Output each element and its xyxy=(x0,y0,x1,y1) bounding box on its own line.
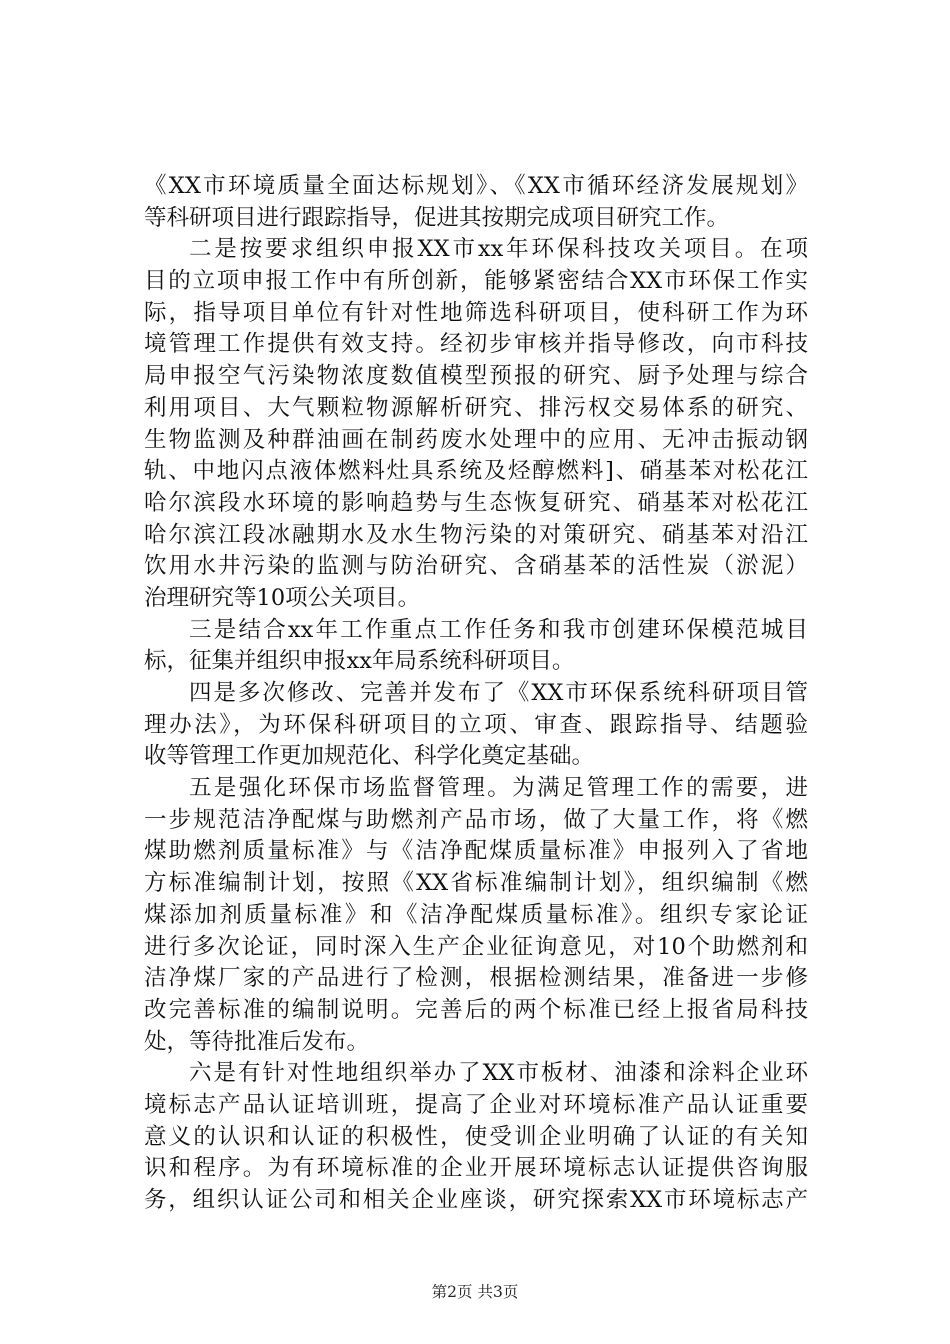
paragraph-first-line: 六是有针对性地组织举办了XX市板材、油漆和涂料企业环 xyxy=(189,1060,808,1087)
text-line: 哈尔滨江段冰融期水及水生物污染的对策研究、硝基苯对沿江 xyxy=(144,521,808,548)
paragraph-first-line: 三是结合xx年工作重点工作任务和我市创建环保模范城目 xyxy=(189,616,808,643)
text-line: 哈尔滨段水环境的影响趋势与生态恢复研究、硝基苯对松花江 xyxy=(144,489,808,516)
text-line: 生物监测及种群油画在制药废水处理中的应用、无冲击振动钢 xyxy=(144,426,808,453)
text-line: 轨、中地闪点液体燃料灶具系统及烃醇燃料]、硝基苯对松花江 xyxy=(144,458,808,485)
text-line: 治理研究等10项公关项目。 xyxy=(144,584,421,611)
text-line: 进行多次论证，同时深入生产企业征询意见，对10个助燃剂和 xyxy=(144,933,808,960)
text-line: 理办法》，为环保科研项目的立项、审查、跟踪指导、结题验 xyxy=(144,711,808,738)
text-line: 《XX市环境质量全面达标规划》、《XX市循环经济发展规划》 xyxy=(144,173,808,199)
paragraph-first-line: 五是强化环保市场监督管理。为满足管理工作的需要，进 xyxy=(189,775,808,802)
text-line: 利用项目、大气颗粒物源解析研究、排污权交易体系的研究、 xyxy=(144,394,808,421)
text-line: 处，等待批准后发布。 xyxy=(144,1028,370,1055)
text-line: 局申报空气污染物浓度数值模型预报的研究、厨予处理与综合 xyxy=(144,363,808,390)
text-line: 改完善标准的编制说明。完善后的两个标准已经上报省局科技 xyxy=(144,996,808,1023)
text-line: 务，组织认证公司和相关企业座谈，研究探索XX市环境标志产 xyxy=(144,1187,808,1213)
paragraph-first-line: 四是多次修改、完善并发布了《XX市环保系统科研项目管 xyxy=(189,680,808,706)
text-line: 一步规范洁净配煤与助燃剂产品市场，做了大量工作，将《燃 xyxy=(144,806,808,833)
text-line: 洁净煤厂家的产品进行了检测，根据检测结果，准备进一步修 xyxy=(144,965,808,992)
text-line: 识和程序。为有环境标准的企业开展环境标志认证提供咨询服 xyxy=(144,1155,808,1182)
text-line: 方标准编制计划，按照《XX省标准编制计划》，组织编制《燃 xyxy=(144,870,808,897)
paragraph-first-line: 二是按要求组织申报XX市xx年环保科技攻关项目。在项 xyxy=(189,236,808,263)
text-line: 饮用水井污染的监测与防治研究、含硝基苯的活性炭（淤泥） xyxy=(144,553,808,580)
text-line: 煤助燃剂质量标准》与《洁净配煤质量标准》申报列入了省地 xyxy=(144,838,808,865)
page-number-footer: 第2页 共3页 xyxy=(431,1283,519,1301)
text-line: 目的立项申报工作中有所创新，能够紧密结合XX市环保工作实 xyxy=(144,268,808,295)
text-line: 等科研项目进行跟踪指导，促进其按期完成项目研究工作。 xyxy=(144,204,730,231)
text-line: 收等管理工作更加规范化、科学化奠定基础。 xyxy=(144,743,595,770)
text-line: 意义的认识和认证的积极性，使受训企业明确了认证的有关知 xyxy=(144,1123,808,1150)
text-line: 境标志产品认证培训班，提高了企业对环境标准产品认证重要 xyxy=(144,1091,808,1118)
document-body xyxy=(144,171,808,1217)
text-line: 境管理工作提供有效支持。经初步审核并指导修改，向市科技 xyxy=(144,331,808,358)
text-line: 际，指导项目单位有针对性地筛选科研项目，使科研工作为环 xyxy=(144,299,808,326)
text-line: 标，征集并组织申报xx年局系统科研项目。 xyxy=(144,648,575,675)
text-line: 煤添加剂质量标准》和《洁净配煤质量标准》。组织专家论证 xyxy=(144,901,808,928)
